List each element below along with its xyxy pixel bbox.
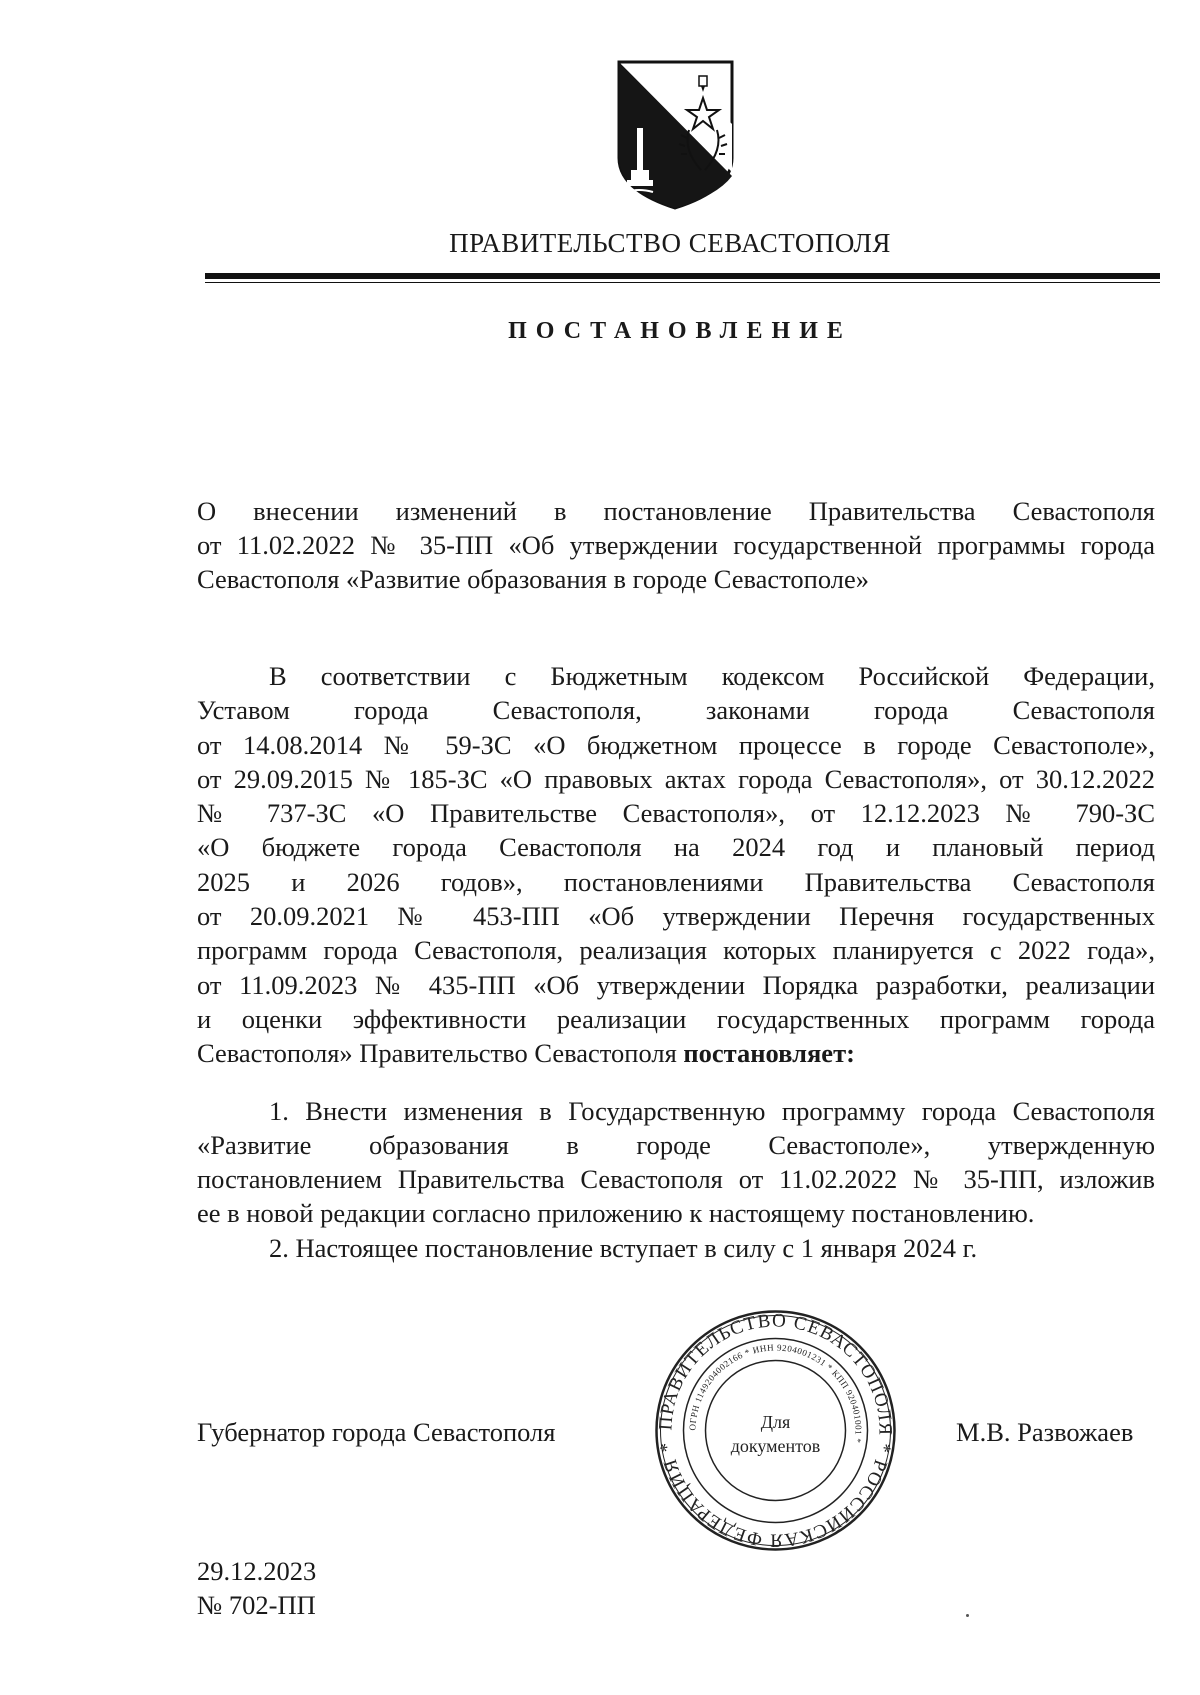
document-type-title: ПОСТАНОВЛЕНИЕ <box>508 318 852 344</box>
item-1-line: ее в новой редакции согласно приложению к настоящему постановлению. <box>197 1198 1035 1229</box>
preamble-line: программ города Севастополя, реализация которых планируется с 2022 года», <box>197 935 1155 966</box>
preamble-line: 2025 и 2026 годов», постановлениями Правительства Севастополя <box>197 866 1155 897</box>
subject-line: О внесении изменений в постановление Правительства Севастополя <box>197 496 1155 526</box>
header-rule-thick <box>205 273 1160 279</box>
seal-outer-text: ПРАВИТЕЛЬСТВО СЕВАСТОПОЛЯ * РОССИЙСКАЯ ФЕДЕРАЦИЯ * <box>655 1310 896 1551</box>
header-rule-thin <box>205 282 1160 283</box>
subject-line: Севастополя «Развитие образования в городе Севастополе» <box>197 564 869 594</box>
signatory-position: Губернатор города Севастополя <box>197 1417 556 1447</box>
seal-center-line-2: документов <box>730 1436 821 1456</box>
document-body <box>197 659 1155 1265</box>
decree-word: постановляет: <box>683 1038 855 1069</box>
official-seal <box>653 1308 898 1553</box>
preamble-last-line <box>197 1036 1155 1070</box>
seal-inner-text: ОГРН 1149204002166 * ИНН 9204001231 * КПП 920401001 * <box>687 1342 864 1444</box>
preamble-line: «О бюджете города Севастополя на 2024 год и плановый период <box>197 832 1155 863</box>
preamble-last-text: Севастополя» Правительство Севастополя <box>197 1038 677 1069</box>
document-number: № 702-ПП <box>197 1590 316 1620</box>
document-date: 29.12.2023 <box>197 1556 317 1586</box>
document-subject <box>197 494 1155 596</box>
item-2-line: 2. Настоящее постановление вступает в силу с 1 января 2024 г. <box>269 1232 978 1263</box>
paragraph-gap <box>197 1071 1155 1094</box>
item-1-line: 1. Внести изменения в Государственную программу города Севастополя <box>269 1095 1155 1126</box>
preamble-line: и оценки эффективности реализации государственных программ города <box>197 1003 1155 1034</box>
document-date-number <box>197 1554 316 1622</box>
preamble-line: № 737-ЗС «О Правительстве Севастополя», от 12.12.2023 № 790-ЗС <box>197 798 1155 829</box>
preamble-line: от 14.08.2014 № 59-ЗС «О бюджетном процессе в городе Севастополе», <box>197 729 1155 760</box>
preamble-line: В соответствии с Бюджетным кодексом Российской Федерации, <box>269 661 1155 691</box>
preamble-line: от 29.09.2015 № 185-ЗС «О правовых актах города Севастополя», от 30.12.2022 <box>197 763 1155 794</box>
item-1-line: «Развитие образования в городе Севастополе», утвержденную <box>197 1129 1155 1160</box>
preamble-line: Уставом города Севастополя, законами города Севастополя <box>197 695 1155 726</box>
preamble-line: от 20.09.2021 № 453-ПП «Об утверждении Перечня государственных <box>197 901 1155 932</box>
item-1-line: постановлением Правительства Севастополя от 11.02.2022 № 35-ПП, изложив <box>197 1164 1155 1195</box>
coat-of-arms-icon <box>613 58 738 213</box>
scan-speck <box>966 1614 969 1617</box>
seal-center-line-1: Для <box>760 1412 791 1432</box>
organization-name: ПРАВИТЕЛЬСТВО СЕВАСТОПОЛЯ <box>449 228 891 258</box>
preamble-line: от 11.09.2023 № 435-ПП «Об утверждении Порядка разработки, реализации <box>197 969 1155 1000</box>
signatory-name: М.В. Развожаев <box>956 1417 1134 1447</box>
subject-line: от 11.02.2022 № 35-ПП «Об утверждении государственной программы города <box>197 530 1155 560</box>
